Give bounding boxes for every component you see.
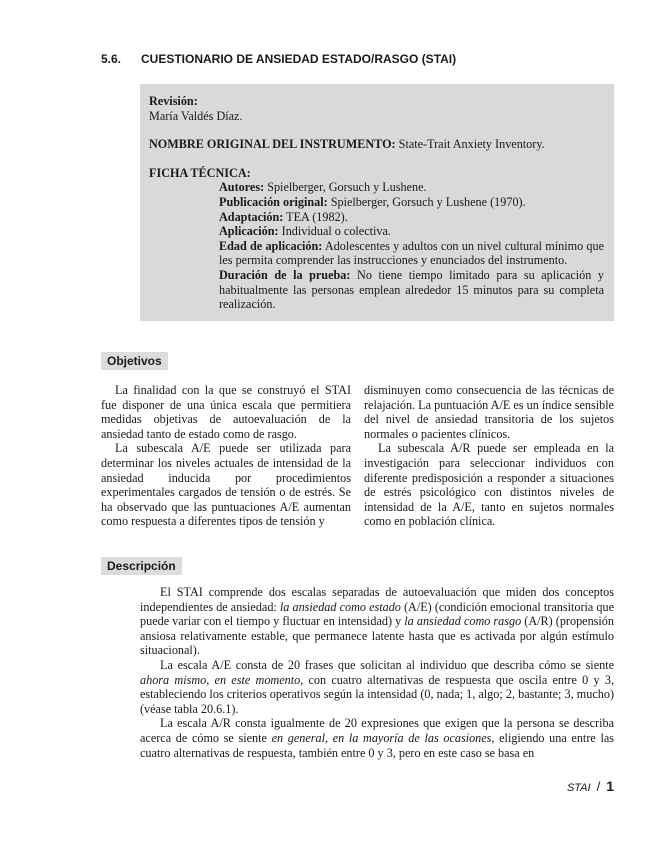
descripcion-body (140, 585, 614, 760)
objetivos-right-column (364, 383, 614, 529)
text-run: El STAI comprende dos escalas separadas de autoevaluación que miden dos conceptos independientes de ansiedad: (140, 585, 614, 614)
italic-term: en general, en la mayoría de las ocasiones, (271, 730, 495, 745)
original-name-label: NOMBRE ORIGINAL DEL INSTRUMENTO: (149, 137, 396, 152)
text-run: (A/R) (propensión ansiosa relativamente estable, que permanece latente hasta que es activada por algún estímulo situacional). (140, 614, 614, 658)
adaptacion-label: Adaptación: (219, 209, 284, 224)
section-number: 5.6. (101, 52, 122, 66)
adaptacion-value: TEA (1982). (286, 209, 348, 224)
revision-author: María Valdés Díaz. (149, 108, 243, 123)
italic-term: ahora mismo, en este momento, (140, 672, 304, 687)
autores-value: Spielberger, Gorsuch y Lushene. (267, 180, 427, 195)
descripcion-label: Descripción (101, 557, 182, 575)
objetivos-label: Objetivos (101, 352, 168, 370)
objetivos-left-paragraph-2: La subescala A/E puede ser utilizada para determinar los niveles actuales de intensidad de la ansiedad inducida por procedimientos experimentales cargados de tensión o de estrés. Se ha observado que las puntuaciones A/E aumentan como respuesta a diferentes tipos de tensión y (101, 441, 351, 529)
page-footer (567, 778, 614, 794)
edad-value: Adolescentes y adultos con un nivel cultural mínimo que les permita comprender las instrucciones y enunciados del instrumento. (219, 238, 605, 268)
objetivos-right-paragraph-1: disminuyen como consecuencia de las técnicas de relajación. La puntuación A/E es un índice sensible del nivel de ansiedad transitoria de los sujetos normales o pacientes clínicos. (364, 383, 614, 441)
text-run: La escala A/R consta igualmente de 20 expresiones que exigen que la persona se describa acerca de cómo se siente (140, 716, 614, 745)
italic-term: la ansiedad como estado (279, 599, 401, 614)
duracion-value: No tiene tiempo limitado para su aplicación y habitualmente las personas emplean alrededor 15 minutos para su completa realización. (219, 267, 605, 312)
page-number: 1 (606, 778, 614, 794)
descripcion-paragraph-1 (140, 585, 614, 658)
aplicacion-label: Aplicación: (219, 224, 279, 239)
italic-term: la ansiedad como rasgo (404, 614, 522, 629)
objetivos-right-paragraph-2: La subescala A/R puede ser empleada en la investigación para seleccionar individuos con diferente predisposición a responder a situaciones de estrés psicológico con distintos niveles de intensidad de la A/E, tanto en sujetos normales como en población clínica. (364, 441, 614, 529)
descripcion-paragraph-2 (140, 658, 614, 716)
ficha-label: FICHA TÉCNICA: (149, 165, 251, 180)
section-heading (101, 52, 456, 66)
technical-info-box (140, 84, 614, 321)
text-run: con cuatro alternativas de respuesta que oscila entre 0 y 3, estableciendo los criterios operativos según la intensidad (0, nada; 1, algo; 2, bastante; 3, mucho) (véase tabla 20.6.1). (140, 672, 614, 716)
footer-separator: / (596, 779, 601, 794)
duracion-label: Duración de la prueba: (219, 267, 351, 282)
publicacion-label: Publicación original: (219, 194, 328, 209)
section-title: CUESTIONARIO DE ANSIEDAD ESTADO/RASGO (STAI) (141, 52, 457, 66)
aplicacion-value: Individual o colectiva. (281, 224, 391, 239)
ficha-list (149, 180, 604, 311)
descripcion-paragraph-3 (140, 716, 614, 760)
text-run: (A/E) (condición emocional transitoria que puede variar con el tiempo y fluctuar en intensidad) y (140, 599, 614, 629)
revision-label: Revisión: (149, 94, 198, 108)
running-title: STAI (566, 782, 591, 794)
text-run: La escala A/E consta de 20 frases que solicitan al individuo que describa cómo se siente (160, 657, 614, 672)
text-run: eligiendo una entre las cuatro alternativas de respuesta, también entre 0 y 3, pero en este caso se basa en (140, 730, 614, 760)
objetivos-left-column (101, 383, 351, 529)
edad-label: Edad de aplicación: (219, 238, 323, 253)
objetivos-left-paragraph-1: La finalidad con la que se construyó el STAI fue disponer de una única escala que permitiera medidas objetivas de autoevaluación de la ansiedad tanto de estado como de rasgo. (101, 383, 351, 441)
original-name-value: State-Trait Anxiety Inventory. (398, 137, 545, 152)
autores-label: Autores: (219, 180, 265, 195)
publicacion-value: Spielberger, Gorsuch y Lushene (1970). (330, 194, 526, 209)
